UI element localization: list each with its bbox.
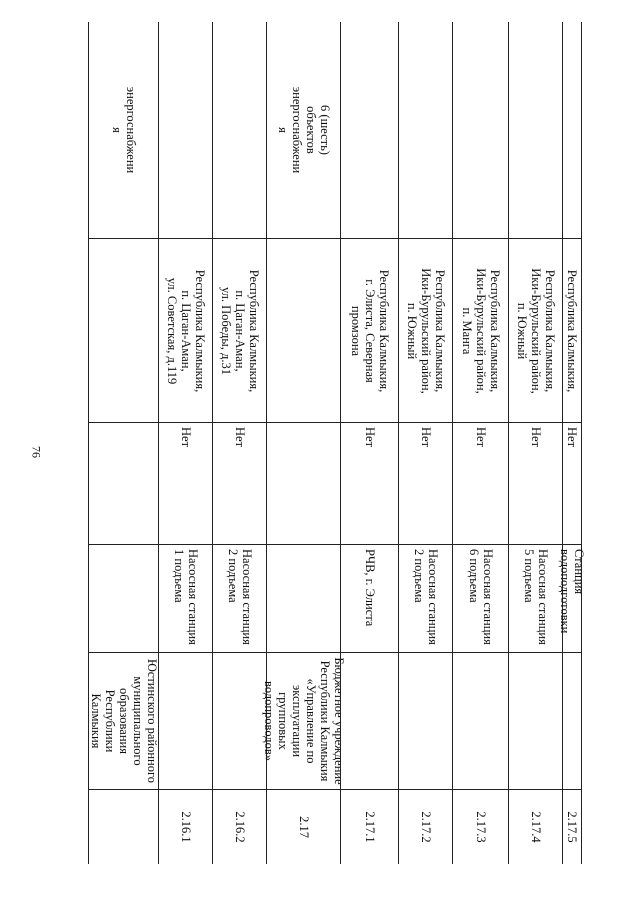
cell-purpose [267,22,340,238]
cell-purpose [159,22,212,238]
cell-text-object: Станция водоподготовки [558,548,586,633]
cell-object [453,544,508,652]
cell-text-flag: Нет [178,426,193,447]
cell-address [509,238,562,422]
cell-org [341,652,398,789]
table-row [212,22,266,864]
cell-object [509,544,562,652]
cell-flag [341,422,398,544]
cell-num [89,789,158,864]
table-row [261,22,346,864]
cell-address [563,238,581,422]
cell-text-address: Республика Калмыкия, Ики-Бурульский район, п. Манга [459,267,502,394]
cell-object [341,544,398,652]
cell-text-object: Насосная станция 6 подъема [466,548,495,645]
cell-purpose [453,22,508,238]
cell-text-flag: Нет [473,426,488,447]
cell-text-num: 2.17.5 [565,811,579,843]
cell-text-address: Республика Калмыкия, г. Элиста, Северная промзона [348,269,391,392]
cell-flag [453,422,508,544]
cell-text-org: Юстинского районного муниципального образования Республики Калмыкия [88,658,159,784]
cell-text-address: Республика Калмыкия, Ики-Бурульский район, п. Южный [514,267,557,394]
cell-address [267,238,340,422]
cell-text-flag: Нет [565,426,579,447]
cell-purpose [563,22,581,238]
table-row [398,22,452,864]
cell-purpose [341,22,398,238]
cell-text-num: 2.17.4 [528,811,543,843]
cell-address [89,238,158,422]
cell-num [267,789,340,864]
cell-flag [159,422,212,544]
cell-num [341,789,398,864]
cell-text-purpose: энергоснабжени я [109,86,138,174]
cell-address [159,238,212,422]
cell-text-num: 2.17.2 [418,811,433,843]
cell-flag [89,422,158,544]
cell-text-address: Республика Калмыкия, Ики-Бурульский район, п. Южный [404,267,447,394]
cell-object [267,544,340,652]
table-row [88,22,158,864]
cell-num [563,789,581,864]
cell-object [213,544,266,652]
cell-num [399,789,452,864]
data-table [88,22,586,864]
cell-flag [399,422,452,544]
cell-flag [267,422,340,544]
page-number: 76 [29,446,44,458]
cell-object [558,544,586,652]
table-row [452,22,508,864]
cell-text-object: Насосная станция 2 подъема [411,548,440,645]
cell-org [261,652,346,789]
cell-num [453,789,508,864]
cell-text-object: Насосная станция 5 подъема [521,548,550,645]
cell-org [453,652,508,789]
cell-flag [213,422,266,544]
cell-text-object: Насосная станция 1 подъема [171,548,200,645]
cell-address [213,238,266,422]
cell-org [213,652,266,789]
cell-address [399,238,452,422]
cell-org [563,652,581,789]
cell-org [509,652,562,789]
cell-text-flag: Нет [528,426,543,447]
cell-purpose [89,22,158,238]
cell-text-num: 2.16.2 [232,811,247,843]
cell-num [159,789,212,864]
table-row [158,22,212,864]
cell-flag [509,422,562,544]
cell-text-purpose: 6 (шесть) объектов энергоснабжени я [275,86,332,174]
cell-object [89,544,158,652]
cell-text-address: Республика Калмыкия, п. Цаган-Аман, ул. Советская, д.119 [164,269,207,392]
cell-flag [563,422,581,544]
table-row [340,22,398,864]
cell-text-flag: Нет [232,426,247,447]
table-row [508,22,562,864]
cell-object [159,544,212,652]
cell-text-address: Республика Калмыкия, [565,269,579,392]
cell-org [159,652,212,789]
cell-address [453,238,508,422]
cell-num [213,789,266,864]
cell-text-flag: Нет [418,426,433,447]
cell-purpose [213,22,266,238]
cell-address [341,238,398,422]
cell-purpose [399,22,452,238]
cell-text-org: Бюджетное учреждение Республики Калмыкия «Управление по эксплуатации групповых водопроводов» [261,657,346,785]
cell-text-address: Республика Калмыкия, п. Цаган-Аман, ул. Победы, д.31 [218,269,261,392]
cell-text-flag: Нет [362,426,377,447]
cell-text-num: 2.17 [296,816,311,838]
cell-object [399,544,452,652]
cell-purpose [509,22,562,238]
cell-text-object: Насосная станция 2 подъема [225,548,254,645]
cell-text-num: 2.16.1 [178,811,193,843]
table-row [558,22,586,864]
cell-text-num: 2.17.1 [362,811,377,843]
cell-org [89,652,158,789]
cell-org [399,652,452,789]
cell-num [509,789,562,864]
cell-text-object: РЧВ, г. Элиста [362,548,377,626]
cell-text-num: 2.17.3 [473,811,488,843]
